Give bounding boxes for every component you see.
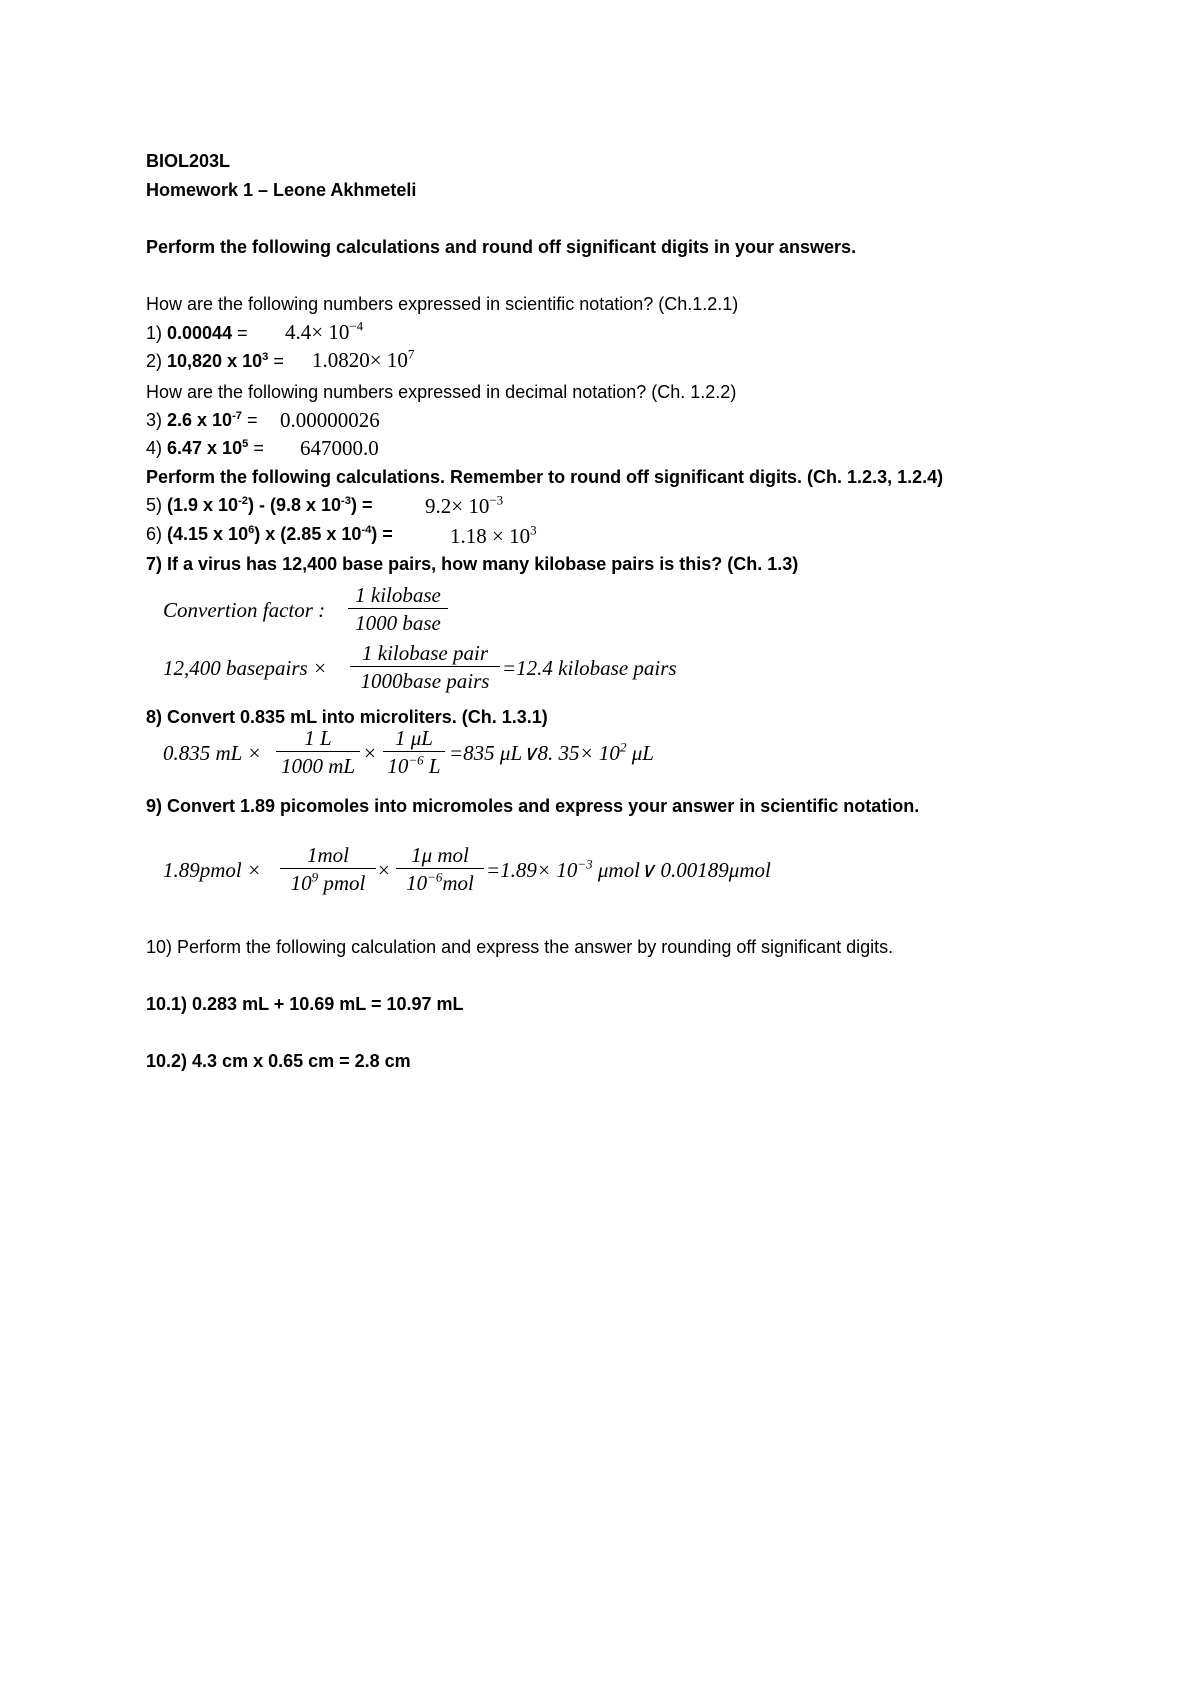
q9-f2-denominator: $10^{-6}mol$ xyxy=(406,869,474,895)
q8-f1-numerator: 1 L xyxy=(304,726,332,750)
q7-factor-fraction xyxy=(348,583,448,635)
question-2: 2) 10,820 x $10^3$ = xyxy=(146,350,284,371)
question-10: 10) Perform the following calculation and express the answer by rounding off significant digits. xyxy=(146,937,894,957)
question-10-2: 10.2) 4.3 cm x 0.65 cm = 2.8 cm xyxy=(146,1051,411,1071)
q9-result: $=1.89\times 10^{-3}$ μmol∨ 0.00189μmol xyxy=(486,856,771,882)
q7-calc-numerator: 1 kilobase pair xyxy=(362,641,488,665)
q9-left: 1.89pmol × xyxy=(163,858,262,882)
q7-factor-denominator: 1000 base xyxy=(355,611,441,635)
q9-f1-denominator: $10^9$ pmol xyxy=(290,869,366,895)
question-3: 3) 2.6 x $10^{-7}$ = xyxy=(146,409,258,430)
q7-calc-left: 12,400 basepairs × xyxy=(163,656,328,680)
q9-fraction-1 xyxy=(280,843,376,895)
q7-factor-numerator: 1 kilobase xyxy=(355,583,441,607)
q8-times: × xyxy=(364,741,376,765)
q7-calc-denominator: 1000base pairs xyxy=(360,669,490,693)
instructions: Perform the following calculations and round off significant digits in your answers. xyxy=(146,237,857,257)
q8-fraction-2 xyxy=(383,726,445,778)
question-9: 9) Convert 1.89 picomoles into micromoles and express your answer in scientific notation. xyxy=(146,796,920,816)
q7-result: =12.4 kilobase pairs xyxy=(502,656,677,680)
section2-heading: How are the following numbers expressed in decimal notation? (Ch. 1.2.2) xyxy=(146,382,737,402)
q9-times: × xyxy=(378,858,390,882)
answer-5: $9.2\times 10^{-3}$ xyxy=(425,492,504,518)
course-code: BIOL203L xyxy=(146,151,231,171)
q7-factor-label: Convertion factor : xyxy=(163,598,326,622)
question-5: 5) (1.9 x $10^{-2}) - (9.8$ x $10^{-3}$) = xyxy=(146,494,373,515)
section3-heading: Perform the following calculations. Remember to round off significant digits. (Ch. 1.2.3, 1.2.4) xyxy=(146,467,944,487)
q8-f2-denominator: $10^{-6}$ L xyxy=(387,752,441,778)
q8-f1-bar xyxy=(276,751,360,752)
question-1: 1) 0.00044 = xyxy=(146,323,248,343)
q8-f1-denominator: 1000 mL xyxy=(280,754,356,778)
q8-left: 0.835 mL × xyxy=(163,741,262,765)
answer-1: $4.4\times 10^{-4}$ xyxy=(285,318,364,344)
answer-6: $1.18 \times 10^3$ xyxy=(450,522,537,548)
question-4: 4) 6.47 x $10^5$ = xyxy=(146,437,264,458)
answer-2: $1.0820\times 10^7$ xyxy=(312,346,415,372)
q9-f1-bar xyxy=(280,868,376,869)
section1-heading: How are the following numbers expressed in scientific notation? (Ch.1.2.1) xyxy=(146,294,739,314)
question-10-1: 10.1) 0.283 mL + 10.69 mL = 10.97 mL xyxy=(146,994,464,1014)
q9-fraction-2 xyxy=(396,843,484,895)
q9-f2-numerator: 1μ mol xyxy=(411,843,469,867)
question-8: 8) Convert 0.835 mL into microliters. (Ch. 1.3.1) xyxy=(146,707,548,727)
q9-f1-numerator: 1mol xyxy=(307,843,349,867)
q8-result: =835 μL∨8. $35\times 10^2$ μL xyxy=(449,739,654,765)
q7-factor-bar xyxy=(348,608,448,609)
question-7: 7) If a virus has 12,400 base pairs, how many kilobase pairs is this? (Ch. 1.3) xyxy=(146,554,799,574)
answer-3: 0.00000026 xyxy=(280,408,380,432)
answer-4: 647000.0 xyxy=(300,436,379,460)
q7-calc-bar xyxy=(350,666,500,667)
homework-title: Homework 1 – Leone Akhmeteli xyxy=(146,180,417,200)
q8-f2-numerator: 1 μL xyxy=(395,726,433,750)
q8-fraction-1 xyxy=(276,726,360,778)
question-6: 6) (4.15 x $10^6$) x (2.85 x $10^{-4}$) = xyxy=(146,523,393,544)
q7-calc-fraction xyxy=(350,641,500,693)
